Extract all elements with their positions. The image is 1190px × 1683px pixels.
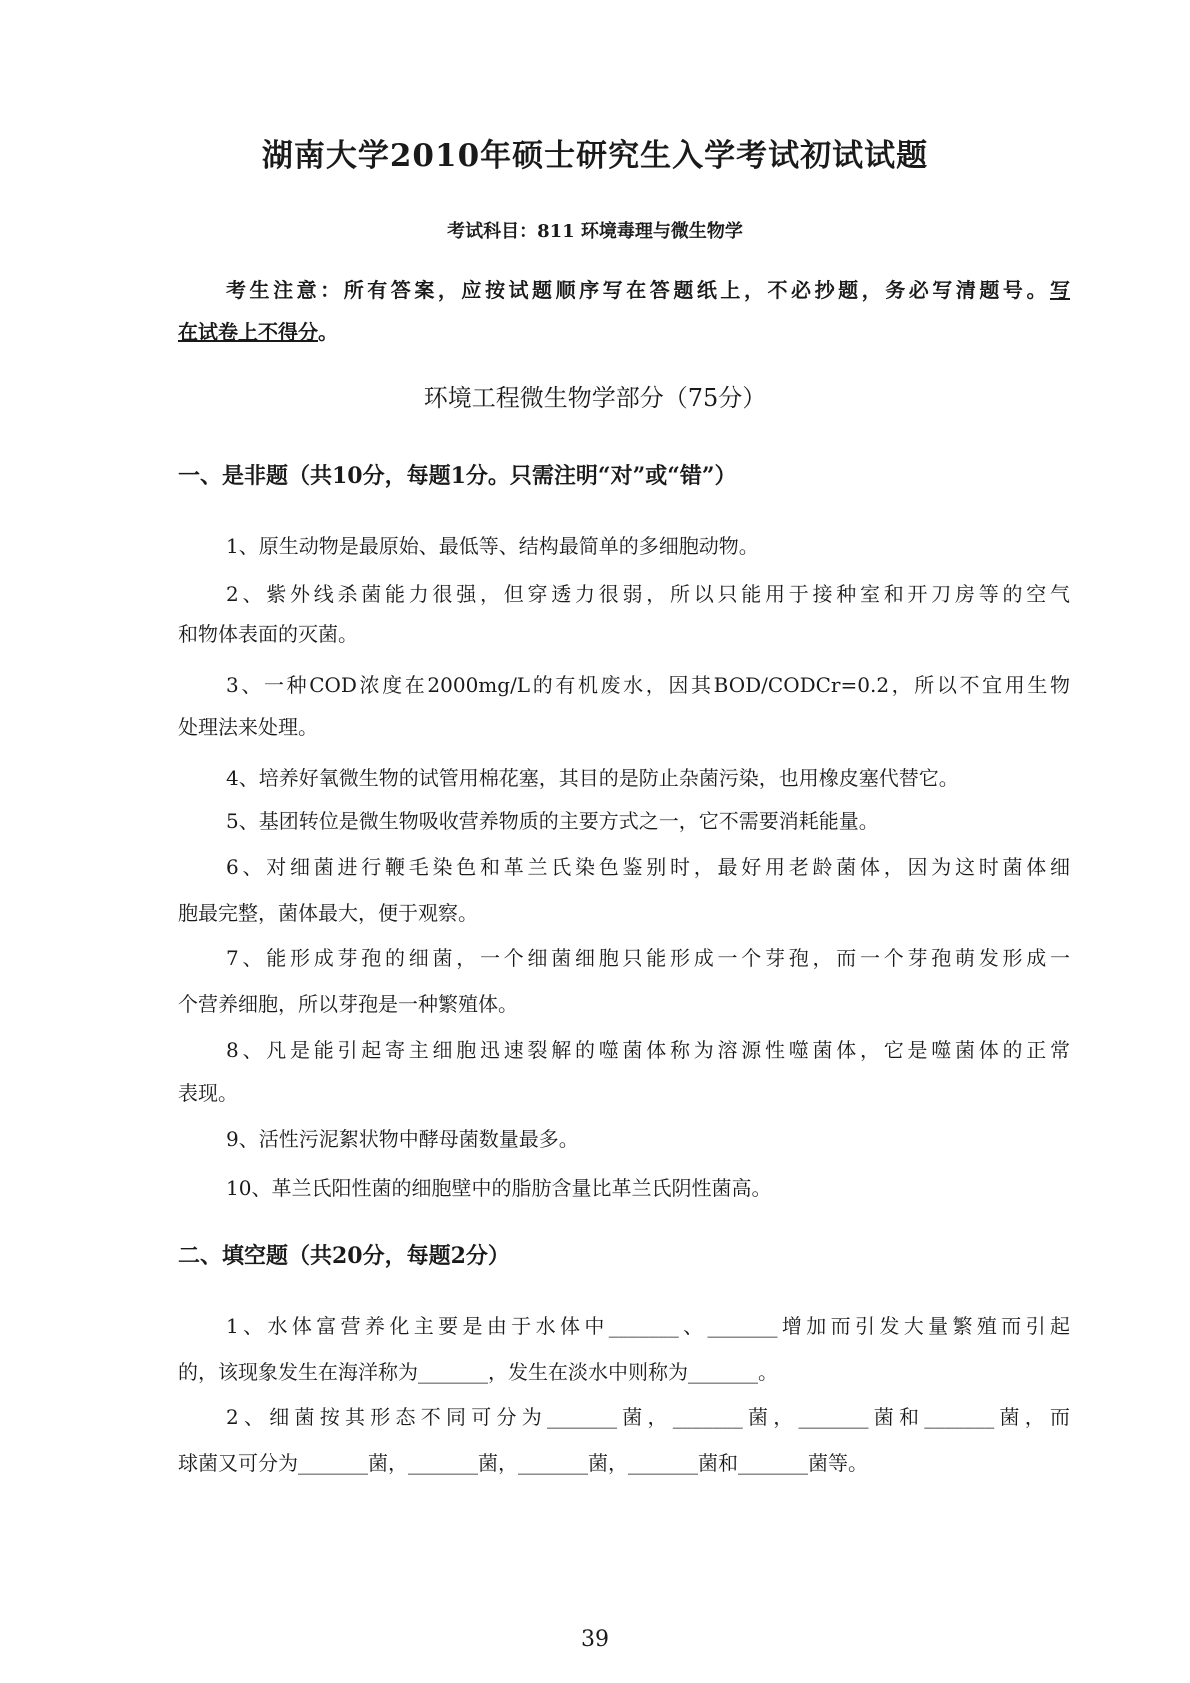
notice-end: 。 bbox=[318, 320, 338, 344]
question-line: 胞最完整，菌体最大，便于观察。 bbox=[178, 901, 478, 925]
notice-underlined: 在试卷上不得分 bbox=[178, 320, 318, 344]
question-line: 7、能形成芽孢的细菌，一个细菌细胞只能形成一个芽孢，而一个芽孢萌发形成一 bbox=[226, 946, 1070, 970]
candidate-notice-cont bbox=[178, 318, 1070, 346]
question-line: 表现。 bbox=[178, 1081, 238, 1105]
question-line: 和物体表面的灭菌。 bbox=[178, 622, 358, 646]
part1-header: 一、是非题（共10分，每题1分。只需注明“对”或“错”） bbox=[178, 463, 737, 489]
question-line: 6、对细菌进行鞭毛染色和革兰氏染色鉴别时，最好用老龄菌体，因为这时菌体细 bbox=[226, 855, 1070, 879]
question-line: 10、革兰氏阳性菌的细胞壁中的脂肪含量比革兰氏阴性菌高。 bbox=[226, 1176, 772, 1200]
notice-underlined-start: 写 bbox=[1050, 278, 1070, 302]
question-line: 9、活性污泥絮状物中酵母菌数量最多。 bbox=[226, 1127, 579, 1151]
question-line: 5、基团转位是微生物吸收营养物质的主要方式之一，它不需要消耗能量。 bbox=[226, 809, 879, 833]
question-line: 2、紫外线杀菌能力很强，但穿透力很弱，所以只能用于接种室和开刀房等的空气 bbox=[226, 582, 1070, 606]
question-line: 1、水体富营养化主要是由于水体中_______、_______增加而引发大量繁殖而引起 bbox=[226, 1314, 1070, 1338]
question-line: 1、原生动物是最原始、最低等、结构最简单的多细胞动物。 bbox=[226, 534, 759, 558]
exam-subject: 考试科目：811 环境毒理与微生物学 bbox=[447, 221, 743, 242]
notice-text: 考生注意：所有答案，应按试题顺序写在答题纸上，不必抄题，务必写清题号。 bbox=[226, 278, 1050, 302]
question-line: 个营养细胞，所以芽孢是一种繁殖体。 bbox=[178, 992, 518, 1016]
question-line: 3、一种COD浓度在2000mg/L的有机废水，因其BOD/CODCr=0.2，所以不宜用生物 bbox=[226, 673, 1070, 697]
question-line: 处理法来处理。 bbox=[178, 715, 318, 739]
candidate-notice bbox=[226, 276, 1070, 304]
page-number: 39 bbox=[581, 1627, 609, 1652]
exam-title: 湖南大学2010年硕士研究生入学考试初试试题 bbox=[261, 138, 929, 174]
section-title: 环境工程微生物学部分（75分） bbox=[423, 384, 767, 412]
question-line: 的，该现象发生在海洋称为_______，发生在淡水中则称为_______。 bbox=[178, 1360, 778, 1384]
question-line: 2、细菌按其形态不同可分为_______菌，_______菌，_______菌和_______菌，而 bbox=[226, 1405, 1070, 1429]
part2-header: 二、填空题（共20分，每题2分） bbox=[178, 1243, 510, 1269]
question-line: 8、凡是能引起寄主细胞迅速裂解的噬菌体称为溶源性噬菌体，它是噬菌体的正常 bbox=[226, 1038, 1070, 1062]
question-line: 4、培养好氧微生物的试管用棉花塞，其目的是防止杂菌污染，也用橡皮塞代替它。 bbox=[226, 766, 959, 790]
question-line: 球菌又可分为_______菌，_______菌，_______菌，_______菌和_______菌等。 bbox=[178, 1451, 868, 1475]
